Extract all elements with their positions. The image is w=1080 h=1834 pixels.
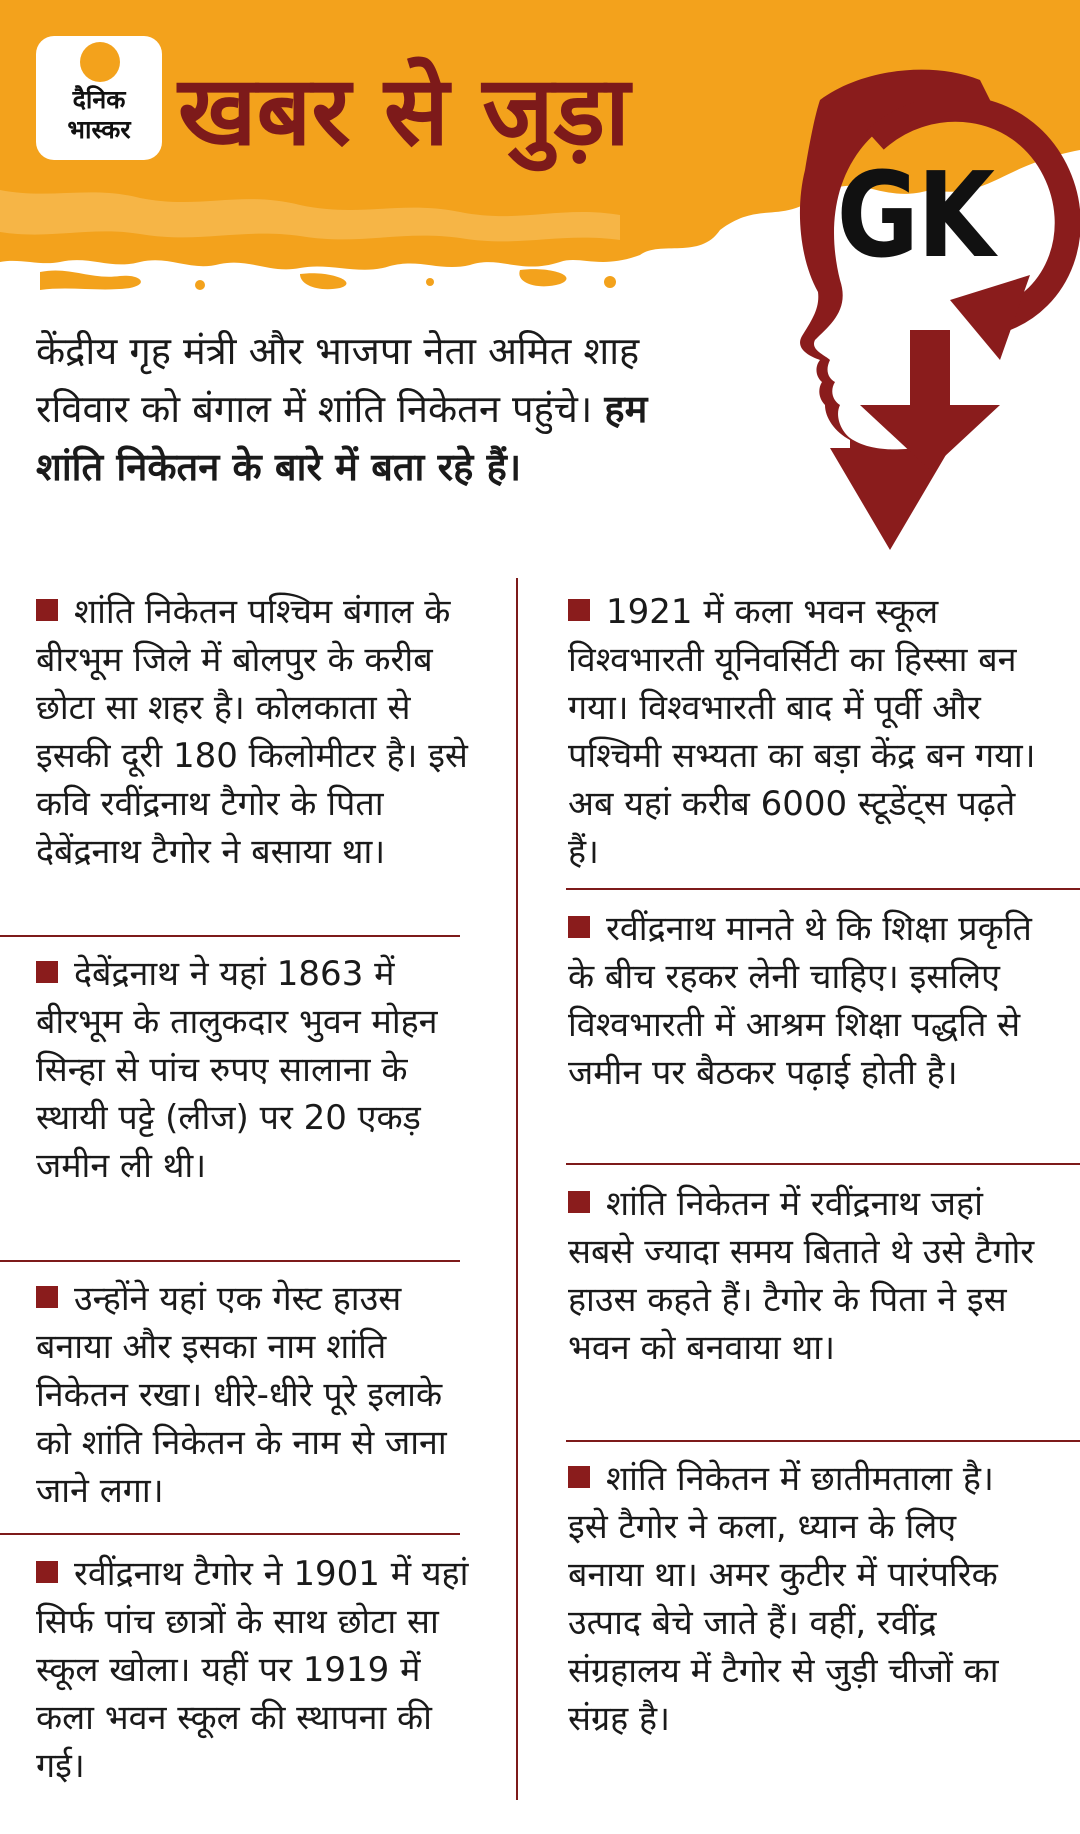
divider-line — [0, 935, 460, 937]
right-fact-2 — [568, 905, 1038, 1097]
bullet-square-icon — [568, 599, 590, 621]
fact-text: शांति निकेतन में रवींद्रनाथ जहां सबसे ज्यादा समय बिताते थे उसे टैगोर हाउस कहते हैं। टैगोर के पिता ने इस भवन को बनवाया था। — [568, 1184, 1035, 1368]
bullet-square-icon — [36, 1561, 58, 1583]
bullet-square-icon — [568, 916, 590, 938]
right-fact-3 — [568, 1180, 1038, 1372]
right-fact-1 — [568, 588, 1038, 876]
dainik-bhaskar-logo — [36, 36, 162, 160]
head-silhouette-arrow-icon — [700, 60, 1080, 550]
logo-text-line1: दैनिक — [72, 85, 126, 114]
column-divider — [516, 578, 518, 1800]
bullet-square-icon — [568, 1466, 590, 1488]
logo-text-line2: भास्कर — [67, 115, 131, 144]
fact-text: उन्होंने यहां एक गेस्ट हाउस बनाया और इसका नाम शांति निकेतन रखा। धीरे-धीरे पूरे इलाके को शांति निकेतन के नाम से जाना जाने लगा। — [36, 1279, 447, 1511]
divider-line — [566, 1163, 1080, 1165]
gk-badge-text: GK — [836, 146, 994, 284]
left-fact-1 — [36, 588, 482, 876]
fact-text: शांति निकेतन में छातीमताला है। इसे टैगोर ने कला, ध्यान के लिए बनाया था। अमर कुटीर में पारंपरिक उत्पाद बेचे जाते हैं। वहीं, रवींद्र संग्रहालय में टैगोर से जुड़ी चीजों का संग्रह है। — [568, 1459, 999, 1739]
left-fact-4 — [36, 1550, 482, 1790]
fact-text: रवींद्रनाथ मानते थे कि शिक्षा प्रकृति के बीच रहकर लेनी चाहिए। इसलिए विश्वभारती में आश्रम शिक्षा पद्धति से जमीन पर बैठकर पढ़ाई होती है। — [568, 909, 1032, 1093]
intro-normal-text: केंद्रीय गृह मंत्री और भाजपा नेता अमित शाह रविवार को बंगाल में शांति निकेतन पहुंचे। — [36, 329, 640, 431]
bullet-square-icon — [568, 1191, 590, 1213]
bullet-square-icon — [36, 1286, 58, 1308]
fact-text: 1921 में कला भवन स्कूल विश्वभारती यूनिवर्सिटी का हिस्सा बन गया। विश्वभारती बाद में पूर्वी और पश्चिमी सभ्यता का बड़ा केंद्र बन गया। अब यहां करीब 6000 स्टूडेंट्स पढ़ते हैं। — [568, 592, 1036, 872]
logo-sun-icon — [80, 42, 120, 82]
right-fact-4 — [568, 1455, 1038, 1743]
intro-bold-text: हम शांति निकेतन के बारे में बता रहे हैं। — [36, 387, 648, 489]
divider-line — [566, 1440, 1080, 1442]
intro-paragraph — [36, 322, 686, 496]
header-title: खबर से जुड़ा — [178, 55, 630, 167]
bullet-square-icon — [36, 961, 58, 983]
left-fact-3 — [36, 1275, 482, 1515]
fact-text: शांति निकेतन पश्चिम बंगाल के बीरभूम जिले में बोलपुर के करीब छोटा सा शहर है। कोलकाता से इसकी दूरी 180 किलोमीटर है। इसे कवि रवींद्रनाथ टैगोर के पिता देबेंद्रनाथ टैगोर ने बसाया था। — [36, 592, 468, 872]
left-fact-2 — [36, 950, 482, 1190]
divider-line — [0, 1533, 460, 1535]
divider-line — [0, 1260, 460, 1262]
divider-line — [566, 888, 1080, 890]
fact-text: रवींद्रनाथ टैगोर ने 1901 में यहां सिर्फ पांच छात्रों के साथ छोटा सा स्कूल खोला। यहीं पर 1919 में कला भवन स्कूल की स्थापना की गई। — [36, 1554, 469, 1786]
fact-text: देबेंद्रनाथ ने यहां 1863 में बीरभूम के तालुकदार भुवन मोहन सिन्हा से पांच रुपए सालाना के स्थायी पट्टे (लीज) पर 20 एकड़ जमीन ली थी। — [36, 954, 438, 1186]
bullet-square-icon — [36, 599, 58, 621]
